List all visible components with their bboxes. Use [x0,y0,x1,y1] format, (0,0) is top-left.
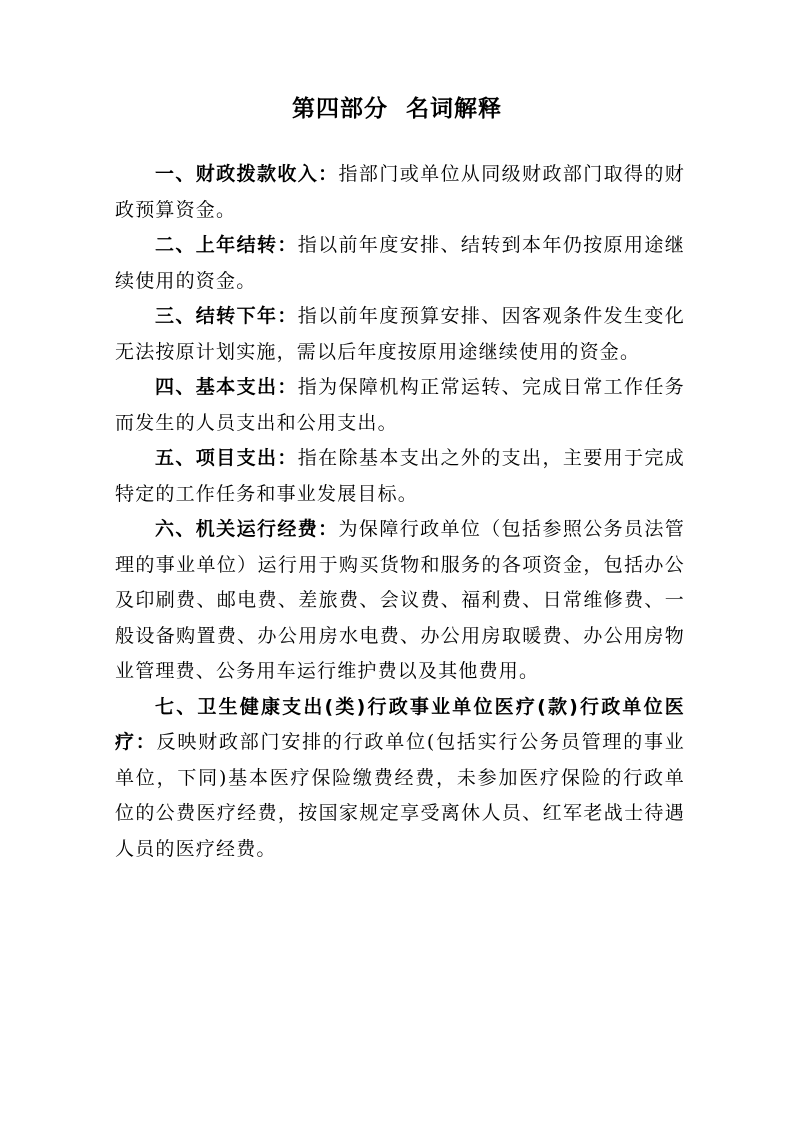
glossary-definition: 指在除基本支出之外的支出，主要用于完成特定的工作任务和事业发展目标。 [115,447,685,505]
glossary-term: 三、结转下年： [155,305,298,327]
glossary-item-1 [115,157,685,228]
glossary-item-3 [115,299,685,370]
glossary-item-2 [115,228,685,299]
glossary-definition: 指以前年度安排、结转到本年仍按原用途继续使用的资金。 [115,234,685,292]
glossary-term: 一、财政拨款收入： [155,163,339,185]
glossary-term: 五、项目支出： [155,447,298,469]
glossary-definition: 指为保障机构正常运转、完成日常工作任务而发生的人员支出和公用支出。 [115,376,685,434]
glossary-definition: 指部门或单位从同级财政部门取得的财政预算资金。 [115,163,685,221]
glossary-definition: 为保障行政单位（包括参照公务员法管理的事业单位）运行用于购买货物和服务的各项资金，包括办公及印刷费、邮电费、差旅费、会议费、福利费、日常维修费、一般设备购置费、办公用房水电费、办公用房取暖费、办公用房物业管理费、公务用车运行维护费以及其他费用。 [115,518,685,682]
glossary-term: 七、卫生健康支出(类)行政事业单位医疗(款)行政单位医疗： [115,695,685,753]
glossary-definition: 反映财政部门安排的行政单位(包括实行公务员管理的事业单位，下同)基本医疗保险缴费经费，未参加医疗保险的行政单位的公费医疗经费，按国家规定享受离休人员、红军老战士待遇人员的医疗经费。 [115,731,685,860]
page-title: 第四部分 名词解释 [291,96,502,122]
glossary-item-7 [115,690,685,868]
glossary-term: 四、基本支出： [155,376,298,398]
glossary-item-6 [115,512,685,690]
glossary-term: 六、机关运行经费： [155,518,339,540]
glossary-item-4 [115,370,685,441]
glossary-body [115,157,685,867]
glossary-item-5 [115,441,685,512]
glossary-term: 二、上年结转： [155,234,298,256]
glossary-definition: 指以前年度预算安排、因客观条件发生变化无法按原计划实施，需以后年度按原用途继续使用的资金。 [115,305,685,363]
